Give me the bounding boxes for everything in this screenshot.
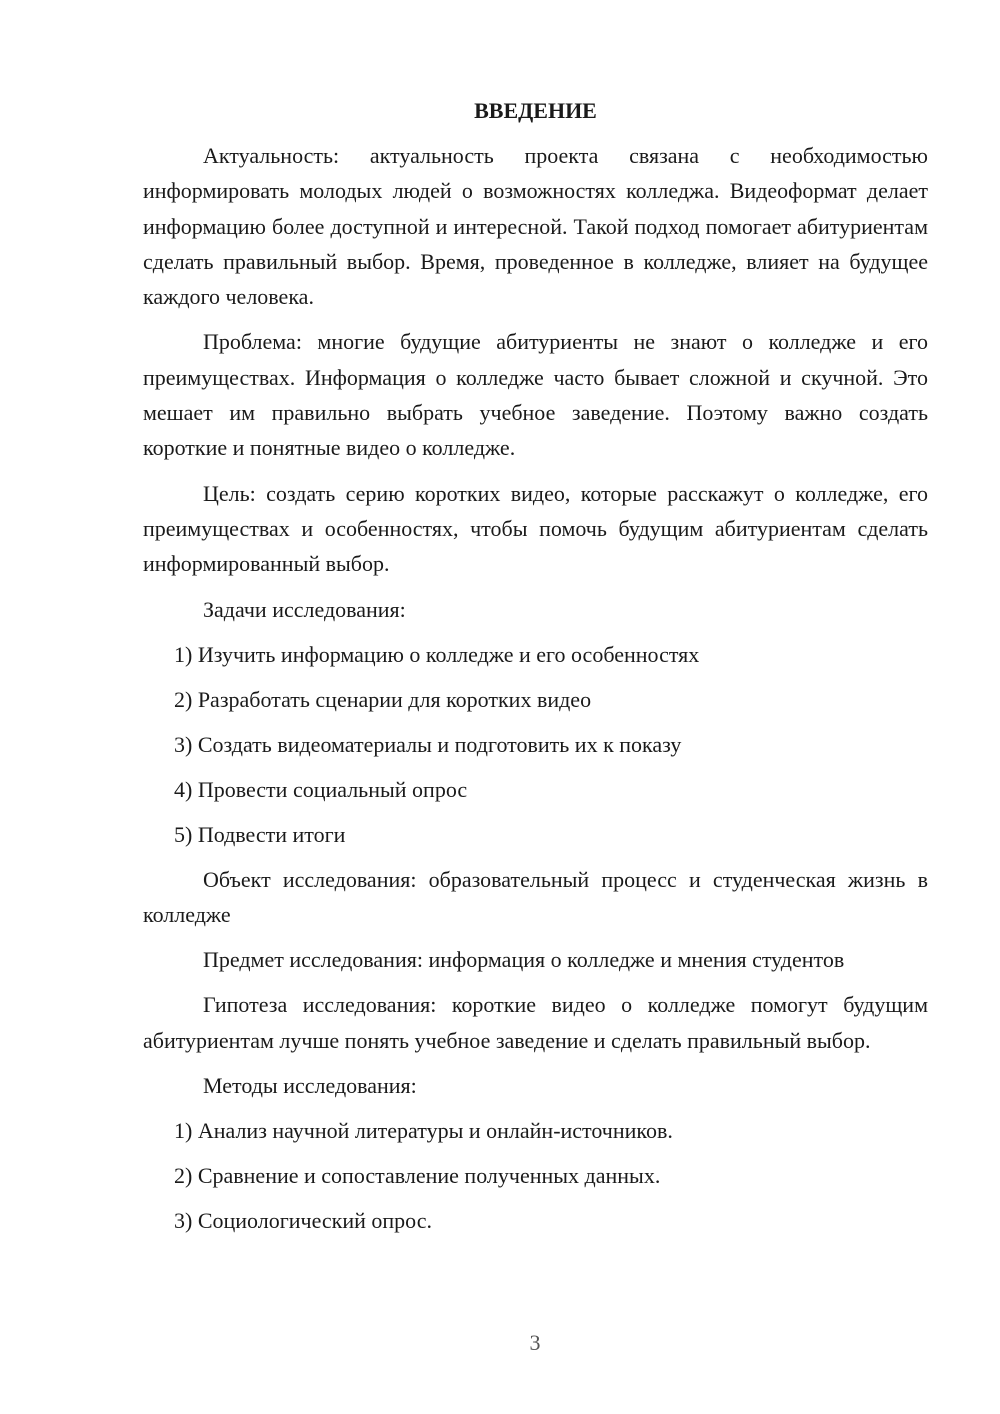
- task-item: 2) Разработать сценарии для коротких видео: [174, 686, 592, 712]
- relevance-paragraph: Актуальность: актуальность проекта связана с необходимостью информировать молодых людей о возможностях колледжа. Видеоформат делает информацию более доступной и интересной. Такой подход помогает абитуриентам сделать правильный выбор. Время, проведенное в колледже, влияет на будущее каждого человека.: [143, 143, 928, 310]
- task-item: 5) Подвести итоги: [174, 821, 346, 847]
- method-item: 1) Анализ научной литературы и онлайн-источников.: [174, 1118, 673, 1144]
- method-item: 3) Социологический опрос.: [174, 1208, 432, 1234]
- page-number: 3: [529, 1330, 541, 1355]
- tasks-label: Задачи исследования:: [203, 596, 406, 622]
- subject-paragraph: Предмет исследования: информация о колледже и мнения студентов: [203, 947, 845, 973]
- methods-list: [143, 1113, 928, 1238]
- methods-label: Методы исследования:: [203, 1073, 417, 1099]
- problem-paragraph: Проблема: многие будущие абитуриенты не знают о колледже и его преимуществах. Информация о колледже часто бывает сложной и скучной. Это мешает им правильно выбрать учебное заведение. Поэтому важно создать короткие и понятные видео о колледже.: [143, 329, 928, 461]
- task-item: 3) Создать видеоматериалы и подготовить их к показу: [174, 731, 682, 757]
- hypothesis-paragraph: Гипотеза исследования: короткие видео о колледже помогут будущим абитуриентам лучше понять учебное заведение и сделать правильный выбор.: [143, 992, 928, 1053]
- method-item: 2) Сравнение и сопоставление полученных данных.: [174, 1163, 661, 1189]
- task-item: 4) Провести социальный опрос: [174, 776, 468, 802]
- object-paragraph: Объект исследования: образовательный процесс и студенческая жизнь в колледже: [143, 866, 928, 927]
- section-title: ВВЕДЕНИЕ: [474, 98, 597, 123]
- task-item: 1) Изучить информацию о колледже и его особенностях: [174, 641, 700, 667]
- goal-paragraph: Цель: создать серию коротких видео, которые расскажут о колледже, его преимуществах и особенностях, чтобы помочь будущим абитуриентам сделать информированный выбор.: [143, 480, 928, 577]
- page-content: [143, 94, 928, 1248]
- tasks-list: [143, 637, 928, 852]
